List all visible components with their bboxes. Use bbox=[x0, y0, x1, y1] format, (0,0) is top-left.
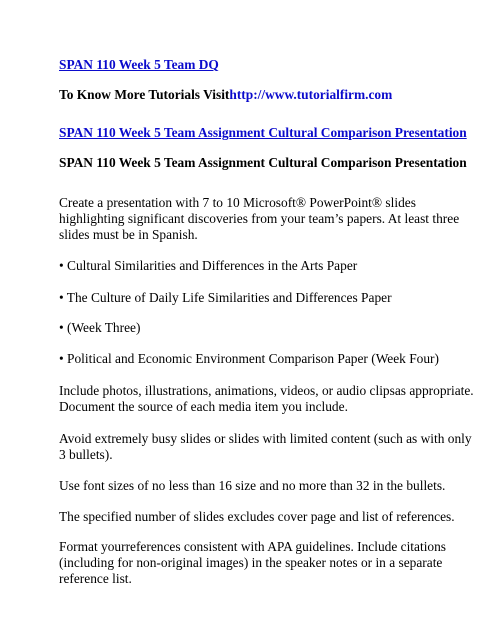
tutorials-line bbox=[59, 87, 479, 103]
course-dq-link[interactable]: SPAN 110 Week 5 Team DQ bbox=[59, 57, 219, 72]
bullet-week-three: • (Week Three) bbox=[59, 320, 141, 335]
paragraph-media: Include photos, illustrations, animations, videos, or audio clipsas appropriate. Document the source of each media item you include. bbox=[59, 383, 474, 414]
paragraph-references: Format yourreferences consistent with APA guidelines. Include citations (including for non-original images) in the speaker notes or in a separate reference list. bbox=[59, 539, 447, 586]
tutorials-prefix: To Know More Tutorials Visit bbox=[59, 87, 230, 102]
bullet-daily-life-paper: • The Culture of Daily Life Similarities and Differences Paper bbox=[59, 290, 392, 305]
paragraph-slide-count: The specified number of slides excludes cover page and list of references. bbox=[59, 509, 455, 524]
assignment-link[interactable]: SPAN 110 Week 5 Team Assignment Cultural Comparison Presentation bbox=[59, 125, 467, 140]
assignment-heading: SPAN 110 Week 5 Team Assignment Cultural Comparison Presentation bbox=[59, 155, 467, 170]
paragraph-intro: Create a presentation with 7 to 10 Microsoft® PowerPoint® slides highlighting significant discoveries from your team’s papers. At least three slides must be in Spanish. bbox=[59, 195, 460, 242]
bullet-arts-paper: • Cultural Similarities and Differences in the Arts Paper bbox=[59, 258, 358, 273]
paragraph-font-sizes: Use font sizes of no less than 16 size and no more than 32 in the bullets. bbox=[59, 478, 446, 493]
bullet-political-economic-paper: • Political and Economic Environment Comparison Paper (Week Four) bbox=[59, 351, 439, 366]
tutorials-url-link[interactable]: http://www.tutorialfirm.com bbox=[229, 87, 393, 102]
paragraph-slides-content: Avoid extremely busy slides or slides with limited content (such as with only 3 bullets). bbox=[59, 431, 472, 462]
